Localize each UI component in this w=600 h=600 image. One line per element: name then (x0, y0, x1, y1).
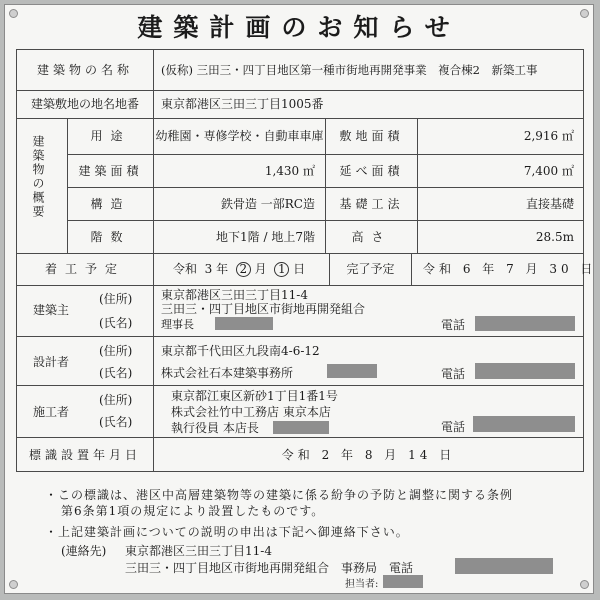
floors-value: 地下1階 / 地上7階 (216, 230, 315, 244)
start-date: 令和 3 年 2 月 1 日 (173, 262, 306, 276)
page-title: 建築計画のお知らせ (137, 13, 461, 42)
use-label: 用途 (90, 129, 131, 143)
foundation-value: 直接基礎 (525, 197, 574, 211)
designer-tel-label: 電話 (441, 367, 466, 381)
person-label: 担当者: (345, 579, 379, 590)
redacted-block (383, 575, 423, 588)
notice-board (4, 4, 597, 594)
contractor-name-label: (氏名) (99, 415, 133, 429)
floor-area-label: 延べ面積 (339, 164, 404, 178)
redacted-block (473, 416, 575, 432)
owner-name-line2: 理事長 (161, 318, 194, 331)
contact-address: 東京都港区三田三丁目11-4 (125, 544, 272, 558)
height-label: 高さ (351, 230, 392, 244)
building-name-label: 建築物の名称 (36, 63, 133, 77)
redacted-block (273, 421, 329, 434)
owner-name-label: (氏名) (99, 316, 133, 330)
use-value: 幼稚園・専修学校・自動車車庫 (155, 129, 324, 143)
redacted-block (327, 364, 377, 378)
contractor-name-line2: 執行役員 本店長 (171, 421, 259, 435)
contractor-address-label: (住所) (99, 393, 133, 407)
height-value: 28.5m (535, 230, 574, 244)
note-line-1: ・この標識は、港区中高層建築物等の建築に係る紛争の予防と調整に関する条例 (45, 488, 514, 502)
redacted-block (475, 363, 575, 379)
site-area-label: 敷地面積 (339, 129, 404, 143)
designer-name-label: (氏名) (99, 366, 133, 380)
note-line-3: ・上記建築計画についての説明の申出は下記へ御連絡下さい。 (45, 525, 409, 539)
structure-label: 構造 (90, 197, 131, 211)
structure-value: 鉄骨造 一部RC造 (220, 197, 315, 211)
site-area-value: 2,916 ㎡ (523, 129, 574, 143)
floors-label: 階数 (90, 230, 131, 244)
building-name-value: (仮称) 三田三・四丁目地区第一種市街地再開発事業 複合棟2 新築工事 (161, 63, 538, 77)
sign-date-label: 標識設置年月日 (28, 448, 141, 462)
designer-address-label: (住所) (99, 344, 133, 358)
redacted-block (215, 317, 273, 330)
owner-label: 建築主 (33, 303, 70, 317)
building-area-value: 1,430 ㎡ (264, 164, 315, 178)
owner-name-line1: 三田三・四丁目地区市街地再開発組合 (161, 302, 366, 316)
contractor-name-line1: 株式会社竹中工務店 東京本店 (171, 405, 331, 419)
owner-tel-label: 電話 (441, 318, 466, 332)
designer-label: 設計者 (33, 355, 70, 369)
contact-org: 三田三・四丁目地区市街地再開発組合 事務局 電話 (125, 561, 414, 575)
overview-label: 建築物の概要 (31, 135, 45, 219)
floor-area-value: 7,400 ㎡ (523, 164, 574, 178)
complete-date: 令和 6 年 7 月 30 日 (423, 262, 597, 276)
redacted-block (475, 316, 575, 331)
complete-label: 完了予定 (346, 262, 395, 276)
owner-address-label: (住所) (99, 292, 133, 306)
contractor-tel-label: 電話 (441, 420, 466, 434)
designer-address: 東京都千代田区九段南4-6-12 (161, 344, 320, 358)
building-area-label: 建築面積 (78, 164, 143, 178)
site-address-value: 東京都港区三田三丁目1005番 (161, 97, 324, 111)
redacted-block (455, 558, 553, 574)
designer-name: 株式会社石本建築事務所 (161, 366, 294, 380)
foundation-label: 基礎工法 (339, 197, 404, 211)
site-address-label: 建築敷地の地名地番 (30, 97, 139, 111)
contractor-address: 東京都江東区新砂1丁目1番1号 (171, 389, 338, 403)
contractor-label: 施工者 (33, 405, 70, 419)
contact-label: (連絡先) (61, 544, 107, 558)
note-line-2: 第6条第1項の規定により設置したものです。 (61, 504, 325, 518)
start-label: 着工予定 (44, 262, 125, 276)
owner-address: 東京都港区三田三丁目11-4 (161, 288, 308, 302)
sign-date-value: 令和 2 年 8 月 14 日 (281, 448, 456, 462)
